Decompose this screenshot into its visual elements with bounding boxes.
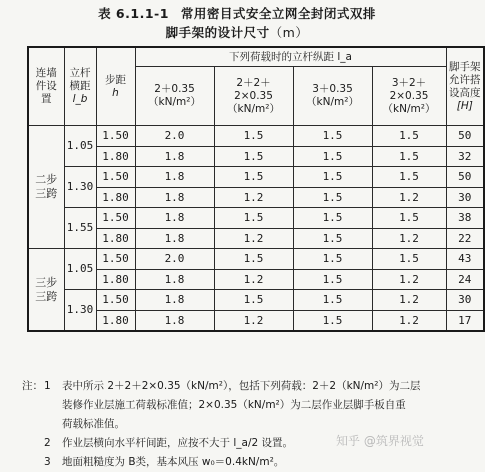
header-load-2: 2＋2＋ 2×0.35 （kN/m²）	[214, 67, 293, 126]
height-cell: 17	[446, 310, 484, 331]
header-allowable-height: 脚手架 允许搭 设高度 [H]	[446, 47, 484, 126]
value-cell: 1.5	[214, 146, 293, 167]
note-3	[22, 453, 462, 472]
note-prefix: 注：	[22, 380, 43, 392]
h-cell: 1.50	[96, 290, 135, 311]
value-cell: 1.5	[293, 228, 372, 249]
table-subtitle	[0, 23, 474, 41]
value-cell: 1.2	[372, 290, 446, 311]
h-cell: 1.50	[96, 126, 135, 147]
value-cell: 1.8	[135, 310, 214, 331]
note-line: 表中所示 2＋2＋2×0.35（kN/m²），包括下列荷载：2＋2（kN/m²）为二层	[62, 380, 421, 392]
height-cell: 30	[446, 187, 484, 208]
table-row	[28, 167, 484, 188]
table-notes	[22, 377, 462, 472]
value-cell: 1.5	[293, 290, 372, 311]
height-cell: 50	[446, 126, 484, 147]
h-cell: 1.80	[96, 187, 135, 208]
value-cell: 1.5	[293, 310, 372, 331]
value-cell: 2.0	[135, 126, 214, 147]
height-cell: 38	[446, 208, 484, 229]
note-number: 2	[44, 437, 51, 449]
value-cell: 1.8	[135, 228, 214, 249]
header-load-3: 3＋0.35 （kN/m²）	[293, 67, 372, 126]
value-cell: 1.5	[293, 269, 372, 290]
watermark: 知乎 @筑界视觉	[336, 434, 424, 448]
table-row	[28, 208, 484, 229]
height-cell: 32	[446, 146, 484, 167]
value-cell: 1.8	[135, 167, 214, 188]
height-cell: 30	[446, 290, 484, 311]
title-unit: （m）	[269, 25, 309, 40]
value-cell: 1.2	[372, 228, 446, 249]
value-cell: 1.8	[135, 290, 214, 311]
note-1	[22, 377, 462, 434]
lb-cell: 1.05	[64, 126, 96, 167]
note-line: 作业层横向水平杆间距，应按不大于 l_a/2 设置。	[62, 437, 293, 449]
h-cell: 1.80	[96, 146, 135, 167]
group-label: 二步 三跨	[28, 126, 64, 249]
table-row	[28, 310, 484, 331]
lb-cell: 1.30	[64, 290, 96, 332]
value-cell: 1.5	[372, 126, 446, 147]
value-cell: 1.5	[214, 290, 293, 311]
header-load-4: 3＋2＋ 2×0.35 （kN/m²）	[372, 67, 446, 126]
value-cell: 1.2	[372, 269, 446, 290]
value-cell: 1.2	[214, 228, 293, 249]
value-cell: 1.8	[135, 146, 214, 167]
group-label: 三步 三跨	[28, 249, 64, 332]
height-cell: 24	[446, 269, 484, 290]
title-line-2: 脚手架的设计尺寸	[165, 25, 270, 40]
header-step: 步距 h	[96, 47, 135, 126]
value-cell: 1.5	[293, 126, 372, 147]
value-cell: 1.2	[214, 187, 293, 208]
value-cell: 1.2	[372, 187, 446, 208]
h-cell: 1.80	[96, 269, 135, 290]
height-cell: 43	[446, 249, 484, 270]
value-cell: 1.5	[372, 167, 446, 188]
value-cell: 1.5	[293, 208, 372, 229]
value-cell: 1.8	[135, 269, 214, 290]
h-cell: 1.80	[96, 310, 135, 331]
lb-cell: 1.05	[64, 249, 96, 290]
note-number: 1	[44, 380, 51, 392]
table-row	[28, 187, 484, 208]
value-cell: 1.5	[293, 167, 372, 188]
height-cell: 22	[446, 228, 484, 249]
design-size-table	[27, 46, 485, 332]
value-cell: 1.5	[214, 126, 293, 147]
value-cell: 1.5	[372, 208, 446, 229]
value-cell: 1.5	[293, 249, 372, 270]
table-number: 表 6.1.1-1	[98, 6, 169, 21]
value-cell: 1.2	[214, 310, 293, 331]
value-cell: 1.5	[372, 249, 446, 270]
note-line: 装修作业层施工荷载标准值；2×0.35（kN/m²）为二层作业层脚手板自重	[62, 399, 406, 411]
value-cell: 1.2	[372, 310, 446, 331]
value-cell: 1.5	[214, 249, 293, 270]
value-cell: 1.5	[293, 146, 372, 167]
table-row	[28, 146, 484, 167]
table-row	[28, 290, 484, 311]
h-cell: 1.50	[96, 167, 135, 188]
note-number: 3	[44, 456, 51, 468]
value-cell: 1.5	[214, 208, 293, 229]
height-cell: 50	[446, 167, 484, 188]
table-row	[28, 126, 484, 147]
table-row	[28, 269, 484, 290]
h-cell: 1.80	[96, 228, 135, 249]
value-cell: 1.2	[214, 269, 293, 290]
h-cell: 1.50	[96, 208, 135, 229]
header-load-1: 2＋0.35 （kN/m²）	[135, 67, 214, 126]
value-cell: 1.5	[293, 187, 372, 208]
note-line: 地面粗糙度为 B类，基本风压 w₀＝0.4kN/m²。	[62, 456, 285, 468]
lb-cell: 1.30	[64, 167, 96, 208]
lb-cell: 1.55	[64, 208, 96, 249]
header-wall-tie: 连墙 件设 置	[28, 47, 64, 126]
title-line-1: 常用密目式安全立网全封闭式双排	[180, 6, 376, 21]
note-line: 荷载标准值。	[62, 418, 125, 430]
table-title	[0, 4, 474, 22]
value-cell: 1.5	[372, 146, 446, 167]
table-row	[28, 228, 484, 249]
value-cell: 1.5	[214, 167, 293, 188]
value-cell: 2.0	[135, 249, 214, 270]
header-transverse-spacing: 立杆 横距 l_b	[64, 47, 96, 126]
value-cell: 1.8	[135, 208, 214, 229]
value-cell: 1.8	[135, 187, 214, 208]
h-cell: 1.50	[96, 249, 135, 270]
header-longitudinal-spacing: 下列荷载时的立杆纵距 l_a	[135, 47, 446, 67]
table-row	[28, 249, 484, 270]
